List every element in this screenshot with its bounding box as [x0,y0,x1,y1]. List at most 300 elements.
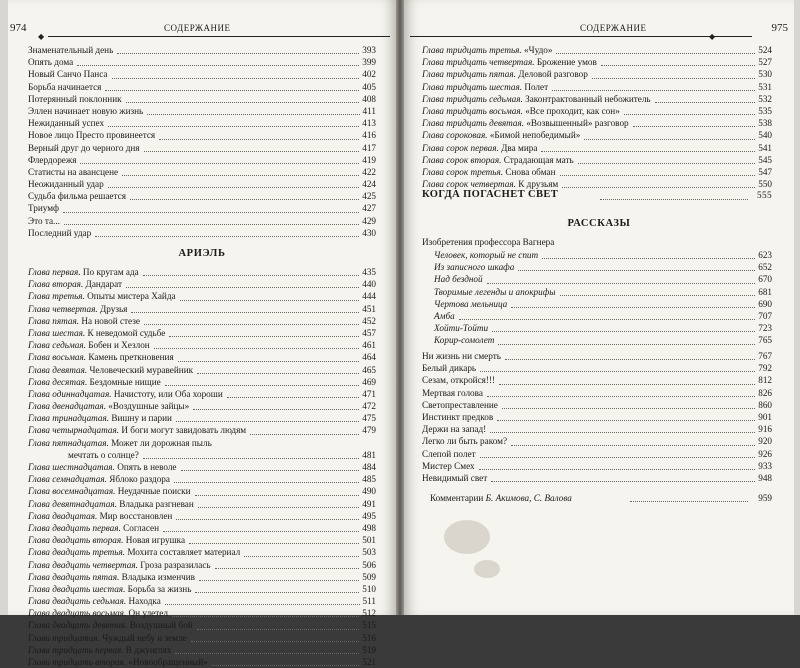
entry-title-text: Борьба за жизнь [125,583,192,594]
toc-entry [434,261,772,273]
toc-entry [28,388,376,400]
entry-page: 681 [758,286,772,297]
entry-title-text: Опять в неволе [114,462,177,472]
toc-entry-commentary [430,492,772,504]
entry-page: 547 [758,166,772,177]
entry-title-text: Мертвая голова [422,387,483,398]
entry-title [434,322,490,334]
toc-entry [28,266,376,278]
entry-title [28,583,193,595]
entry-page: 530 [758,69,772,80]
entry-title [28,315,142,327]
entry-page: 531 [758,81,772,92]
entry-title-text: Над бездной [434,274,483,285]
entry-title-text: Дандарат [83,279,123,290]
entry-title [28,154,78,166]
paper-stain [444,520,490,554]
leader-dots [108,187,359,188]
entry-page: 393 [362,45,376,55]
leader-dots [126,102,359,103]
entry-title [28,215,62,227]
toc-entry [422,460,772,472]
entry-title-text: мечтать о солнце? [68,449,139,460]
entry-title [28,278,124,290]
entry-page: 511 [362,596,376,607]
leader-dots [143,458,359,459]
entry-title [28,510,174,522]
entry-title-text: Статисты на авансцене [28,166,119,177]
toc-entry [422,68,772,80]
entry-page: 399 [362,57,376,68]
toc-entry [28,215,376,227]
leader-dots [131,312,359,313]
entry-page: 812 [758,375,772,386]
entry-page: 901 [758,411,772,422]
toc-entry [434,334,772,346]
toc-list-chapters [422,44,772,190]
entry-chapter-label: Глава сорок третья. [422,166,504,177]
entry-title [28,117,106,129]
entry-title-text: Согласен [120,522,160,533]
entry-chapter-label: Глава девятая. [28,364,88,375]
entry-title-text: Легко ли быть раком? [422,436,508,447]
entry-page: 417 [362,142,376,153]
entry-page: 503 [362,547,376,558]
leader-dots [181,470,359,471]
toc-entry [28,227,376,239]
leader-dots [195,495,359,496]
entry-title-text: Амба [434,310,455,321]
toc-entry [28,117,376,129]
entry-chapter-label: Глава одиннадцатая. [28,388,112,399]
toc-entry [28,510,376,522]
entry-title [422,117,631,129]
entry-page: 516 [362,632,376,643]
entry-page: 469 [362,376,376,387]
toc-entry [422,435,772,447]
entry-title-text: Он улетел [126,608,168,619]
entry-chapter-label: Глава десятая. [28,376,88,387]
leader-dots [624,114,755,115]
entry-title-text: Из записного шкафа [434,262,515,273]
leader-dots [180,300,359,301]
entry-chapter-label: Глава сорок первая. [422,142,499,153]
entry-title [28,656,210,668]
entry-title [422,399,500,411]
leader-dots [147,114,360,115]
entry-title [28,129,157,141]
leader-dots [655,102,755,103]
toc-entry [434,322,772,334]
leader-dots [487,396,755,397]
leader-dots [244,556,359,557]
toc-entry [28,351,376,363]
entry-title: КОГДА ПОГАСНЕТ СВЕТ [422,189,559,200]
entry-chapter-label: Глава тринадцатая. [28,413,110,424]
entry-page: 491 [362,498,376,509]
entry-chapter-label: Глава тридцать четвертая. [422,57,535,68]
entry-title-text: «Бимой непобедимый» [487,130,581,141]
entry-title-text: Эллен начинает новую жизнь [28,105,144,116]
entry-chapter-label: Глава тридцать восьмая. [422,105,523,116]
entry-page: 521 [362,657,376,667]
entry-page: 512 [362,608,376,619]
entry-title-text: К неведомой судьбе [85,327,166,338]
entry-title-text: Человек, который не спит [434,250,539,260]
toc-entry [28,129,376,141]
toc-entry [422,56,772,68]
entry-title-text: Страдающая мать [501,154,574,165]
entry-page: 485 [362,474,376,485]
entry-title-text: Триумф [28,203,60,214]
entry-title-text: Чуждый небу и земле [99,632,187,643]
entry-page: 452 [362,315,376,326]
entry-title-text: Слепой полет [422,448,476,459]
toc-entry [28,400,376,412]
entry-page: 490 [362,486,376,497]
toc-entry [434,273,772,285]
leader-dots [518,270,755,271]
toc-entry [28,449,376,461]
entry-title [422,460,477,472]
leader-dots [578,163,755,164]
entry-page: 484 [362,462,376,472]
toc-entry [28,498,376,510]
entry-title [28,498,196,510]
entry-title [28,461,179,473]
entry-page: 472 [362,401,376,412]
entry-page: 765 [758,335,772,346]
leader-dots [197,629,359,630]
leader-dots [212,665,359,666]
entry-title-text: Хойти-Тойти [434,323,489,334]
entry-page: 541 [758,142,772,153]
toc-entry [28,190,376,202]
entry-chapter-label: Глава сороковая. [422,130,488,141]
leader-dots [511,445,755,446]
toc-entry [422,166,772,178]
leader-dots [159,139,359,140]
entry-chapter-label: Глава двадцать девятая. [28,620,128,631]
entry-chapter-label: Глава тридцать третья. [422,45,522,55]
header-rule [410,36,752,37]
entry-chapter-label: Глава двадцать пятая. [28,571,120,582]
entry-title [28,412,174,424]
right-page [404,0,794,615]
entry-title [422,142,539,154]
entry-page: 948 [758,472,772,483]
toc-entry [434,249,772,261]
toc-entry [422,411,772,423]
leader-dots [80,163,359,164]
entry-title [28,105,145,117]
leader-dots [505,359,755,360]
leader-dots [176,421,359,422]
entry-page: 519 [362,644,376,655]
entry-title [422,411,495,423]
toc-entry [28,595,376,607]
entry-title-text: Потерянный поклонник [28,93,122,104]
toc-entry [28,437,376,449]
entry-title [28,68,110,80]
toc-entry [422,387,772,399]
toc-entry [28,93,376,105]
toc-entry [422,399,772,411]
toc-entry-big [422,188,772,202]
entry-title [422,374,497,386]
leader-dots [193,409,359,410]
leader-dots [499,384,755,385]
leader-dots [479,469,755,470]
entry-title [28,607,170,619]
toc-entry [28,619,376,631]
entry-title-text: Камень преткновения [86,352,174,363]
toc-entry [28,327,376,339]
entry-title [28,166,120,178]
toc-entry [422,154,772,166]
entry-title-text: Знаменательный день [28,45,114,55]
leader-dots [130,199,359,200]
entry-chapter-label: Глава сорок вторая. [422,154,502,165]
entry-page: 826 [758,387,772,398]
entry-title [430,492,574,504]
entry-page: 430 [362,227,376,238]
leader-dots [199,580,359,581]
entry-page: 623 [758,250,772,260]
leader-dots [178,361,359,362]
entry-chapter-label: Глава семнадцатая. [28,474,107,485]
entry-chapter-label: Глава двадцатая. [28,510,98,521]
entry-chapter-label: Глава двадцать первая. [28,522,121,533]
toc-entry [28,424,376,436]
entry-page: 540 [758,130,772,141]
toc-entry [28,473,376,485]
toc-entry [422,423,772,435]
entry-title [422,129,582,141]
leader-dots [108,126,359,127]
entry-title [434,249,540,261]
leader-dots [552,90,755,91]
right-page-number: 975 [771,22,788,34]
entry-title [434,273,485,285]
entry-title-text: В джунглях [123,644,172,655]
entry-chapter-label: Глава тридцатая. [28,632,100,643]
leader-dots [491,481,755,482]
toc-entry [28,315,376,327]
toc-entry [28,178,376,190]
leader-dots [600,199,748,200]
toc-entry [422,362,772,374]
entry-title-text: «Все проходит, как сон» [522,105,620,116]
leader-dots [154,348,359,349]
entry-title [28,142,142,154]
leader-dots [191,641,359,642]
toc-list-ariel [28,266,376,668]
entry-title-text: Новый Санчо Панса [28,69,108,80]
entry-title [28,303,129,315]
entry-title-text: И боги могут завидовать людям [119,425,247,436]
entry-page: 509 [362,571,376,582]
entry-title-text: Мир восстановлен [97,510,173,521]
entry-title [422,350,503,362]
toc-entry [422,142,772,154]
toc-entry [422,448,772,460]
entry-title [28,400,191,412]
leader-dots [144,151,359,152]
entry-title [28,632,189,644]
entry-chapter-label: Глава двенадцатая. [28,401,106,412]
entry-title [28,44,115,56]
toc-entry [28,412,376,424]
entry-page: 670 [758,274,772,285]
leader-dots [195,592,359,593]
entry-title-text: Мохита составляет материал [125,547,241,558]
entry-page: 933 [758,460,772,471]
leader-dots [601,65,755,66]
entry-title-text: Может ли дорожная пыль [108,437,212,448]
leader-dots [502,408,755,409]
entry-title-text: Вишну и парии [109,413,172,424]
entry-title [28,559,213,571]
entry-page: 425 [362,191,376,202]
entry-page: 451 [362,303,376,314]
entry-title-text: Полет [522,81,549,92]
toc-entry [28,68,376,80]
entry-page: 652 [758,262,772,273]
leader-dots [169,336,359,337]
entry-title-text: Судьба фильма решается [28,191,126,202]
leader-dots [556,53,755,54]
entry-page: 524 [758,45,772,55]
entry-page: 501 [362,535,376,546]
entry-title-text: «Чудо» [521,45,553,55]
entry-page: 416 [362,130,376,141]
entry-title-text: Человеческий муравейник [87,364,194,375]
leader-dots [459,319,755,320]
entry-title [28,424,248,436]
entry-title [434,310,457,322]
entry-title-text: Нежиданный успех [28,118,105,129]
entry-page: 411 [362,105,376,116]
entry-page: 408 [362,93,376,104]
entry-title [28,376,163,388]
leader-dots [176,519,359,520]
entry-title-text: Законтрактованный небожитель [522,93,651,104]
entry-title [68,449,141,461]
entry-title [28,595,163,607]
entry-title: Изобретения профессора Вагнера [422,237,555,247]
book-gutter [396,0,404,615]
leader-dots [117,53,359,54]
entry-title-text: Гроза разразилась [137,559,211,570]
entry-title-text: Воздушный бой [127,620,193,631]
entry-chapter-label: Глава двадцать вторая. [28,535,124,546]
commentary-authors: Б. Акимова, С. Валова [485,493,572,503]
entry-page: 690 [758,298,772,309]
toc-entry [28,202,376,214]
leader-dots [112,78,359,79]
leader-dots [197,373,359,374]
toc-entry [28,461,376,473]
toc-entry [434,310,772,322]
leader-dots [633,126,755,127]
leader-dots [64,224,359,225]
entry-chapter-label: Глава двадцать восьмая. [28,608,127,619]
toc-entry [434,286,772,298]
leader-dots [105,90,359,91]
toc-entry [28,154,376,166]
header-ornament-icon: ◆ [38,32,45,41]
entry-title-text: Брожение умов [534,57,597,68]
entry-chapter-label: Глава двадцать третья. [28,547,126,558]
entry-title [422,387,485,399]
entry-title-text: Два мира [498,142,538,153]
entry-title [422,423,488,435]
entry-chapter-label: Глава вторая. [28,279,84,290]
entry-title [28,364,195,376]
entry-title-text: Последний удар [28,227,92,238]
right-page-header [404,20,794,41]
toc-entry [28,81,376,93]
entry-page: 920 [758,436,772,447]
entry-page: 538 [758,118,772,129]
entry-title [28,546,242,558]
leader-dots [198,507,359,508]
entry-page: 457 [362,327,376,338]
leader-dots [560,295,755,296]
entry-title-text: Корир-сомолет [434,335,495,346]
entry-title [422,362,478,374]
entry-title-text: Мистер Смех [422,460,475,471]
leader-dots [560,175,755,176]
toc-entry [28,290,376,302]
entry-title-text: Чертова мельница [434,298,508,309]
entry-title [28,339,152,351]
entry-title-text: На новой стезе [79,315,140,326]
entry-title [422,68,590,80]
entry-title-text: Творимые легенды и апокрифы [434,286,556,297]
leader-dots [165,385,359,386]
entry-title-text: Опыты мистера Хайда [84,291,176,302]
toc-entry [422,129,772,141]
entry-chapter-label: Глава двадцать шестая. [28,583,126,594]
leader-dots [227,397,359,398]
toc-entry [434,298,772,310]
entry-chapter-label: Глава седьмая. [28,340,86,351]
entry-page: 422 [362,166,376,177]
leader-dots [511,307,755,308]
entry-title-text: Ни жизнь ни смерть [422,351,501,361]
toc-entry [28,166,376,178]
entry-page: 471 [362,388,376,399]
entry-page: 402 [362,69,376,80]
entry-title [28,327,167,339]
entry-chapter-label: Глава девятнадцатая. [28,498,117,509]
entry-chapter-label: Глава восьмая. [28,352,87,363]
entry-title-text: Флердорежя [28,154,77,165]
entry-page: 916 [758,424,772,435]
entry-chapter-label: Глава шестая. [28,327,86,338]
entry-title [28,437,214,449]
entry-title [28,351,176,363]
header-ornament-icon: ◆ [709,32,716,41]
leader-dots [584,139,755,140]
entry-title [434,334,496,346]
leader-dots [490,432,755,433]
toc-entry [28,607,376,619]
toc-entry [422,374,772,386]
entry-title-text: «Новообращенный» [126,657,208,667]
